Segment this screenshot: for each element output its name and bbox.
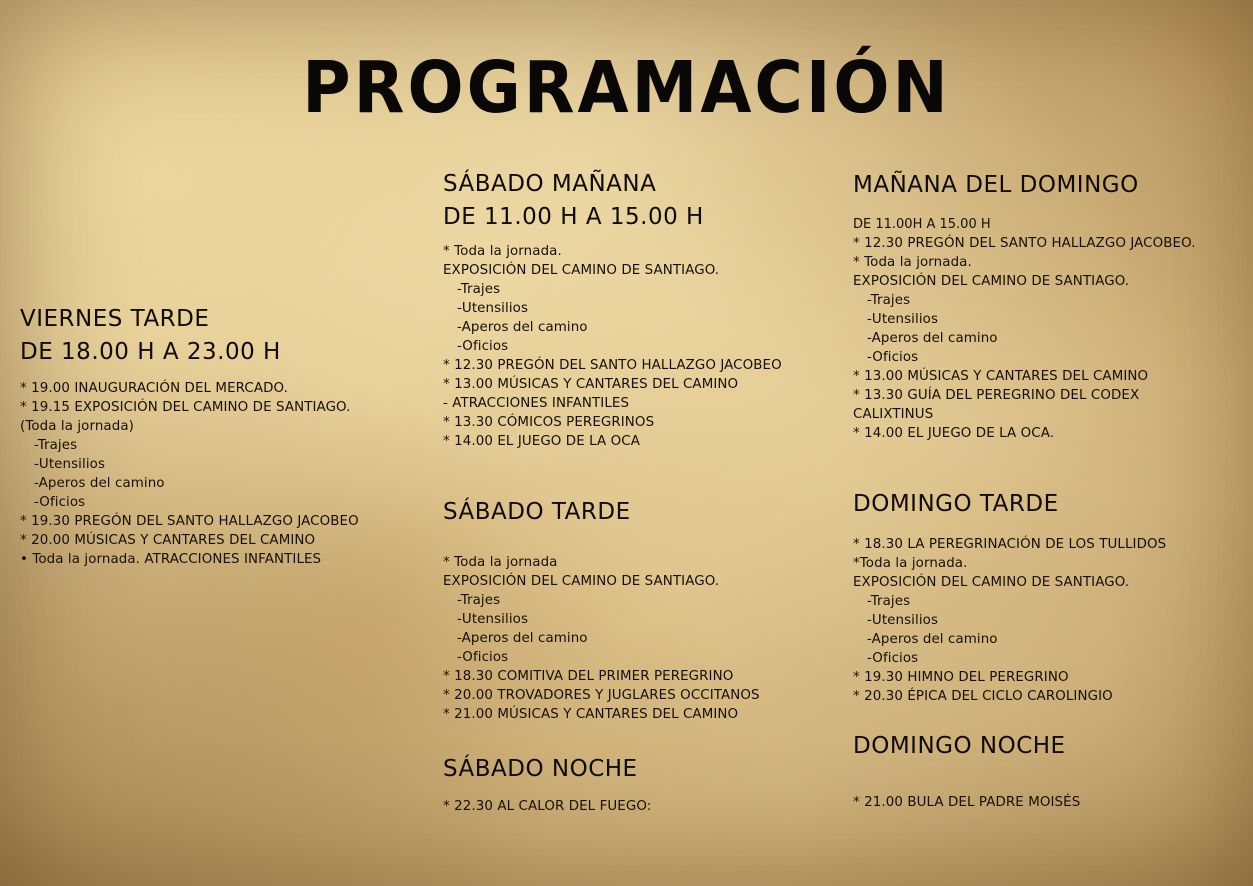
event-subitem: -Aperos del camino bbox=[34, 476, 165, 491]
section-sabado-noche bbox=[443, 753, 843, 816]
section-heading: DOMINGO TARDE bbox=[853, 491, 1059, 517]
event-line: EXPOSICIÓN DEL CAMINO DE SANTIAGO. bbox=[443, 263, 720, 278]
event-list bbox=[443, 242, 843, 451]
event-list bbox=[443, 553, 843, 724]
event-line: * 13.00 MÚSICAS Y CANTARES DEL CAMINO bbox=[443, 377, 739, 392]
event-line: CALIXTINUS bbox=[853, 407, 934, 422]
section-heading: SÁBADO TARDE bbox=[443, 499, 631, 525]
event-line: * 14.00 EL JUEGO DE LA OCA. bbox=[853, 426, 1055, 441]
section-domingo-noche bbox=[853, 730, 1248, 812]
event-line: * Toda la jornada. bbox=[443, 244, 562, 259]
event-list bbox=[20, 379, 420, 569]
event-line: * Toda la jornada bbox=[443, 555, 558, 570]
event-line: EXPOSICIÓN DEL CAMINO DE SANTIAGO. bbox=[853, 575, 1130, 590]
event-subitem: -Trajes bbox=[867, 594, 911, 609]
event-line: * 19.15 EXPOSICIÓN DEL CAMINO DE SANTIAGO. bbox=[20, 400, 351, 415]
section-viernes-tarde bbox=[20, 303, 420, 569]
section-heading: MAÑANA DEL DOMINGO bbox=[853, 172, 1139, 198]
event-line: * 19.00 INAUGURACIÓN DEL MERCADO. bbox=[20, 381, 288, 396]
event-subitem: -Oficios bbox=[34, 495, 86, 510]
section-heading: VIERNES TARDE bbox=[20, 306, 210, 332]
section-time-range: DE 11.00 H A 15.00 H bbox=[443, 204, 704, 230]
event-line: * 19.30 HIMNO DEL PEREGRINO bbox=[853, 670, 1069, 685]
event-line: * Toda la jornada. bbox=[853, 255, 972, 270]
event-line: * 22.30 AL CALOR DEL FUEGO: bbox=[443, 799, 652, 814]
event-line: (Toda la jornada) bbox=[20, 419, 134, 434]
event-line: * 21.00 BULA DEL PADRE MOISÉS bbox=[853, 795, 1081, 810]
event-subitem: -Aperos del camino bbox=[457, 631, 588, 646]
event-line: * 20.00 TROVADORES Y JUGLARES OCCITANOS bbox=[443, 688, 760, 703]
event-list bbox=[853, 793, 1248, 812]
event-subitem: -Oficios bbox=[867, 350, 919, 365]
event-subitem: -Utensilios bbox=[457, 612, 529, 627]
event-line: * 18.30 COMITIVA DEL PRIMER PEREGRINO bbox=[443, 669, 734, 684]
event-line: * 18.30 LA PEREGRINACIÓN DE LOS TULLIDOS bbox=[853, 537, 1167, 552]
event-line: * 19.30 PREGÓN DEL SANTO HALLAZGO JACOBEO bbox=[20, 514, 359, 529]
event-list bbox=[853, 535, 1248, 706]
event-line: * 20.00 MÚSICAS Y CANTARES DEL CAMINO bbox=[20, 533, 316, 548]
section-domingo-tarde bbox=[853, 488, 1248, 706]
event-subitem: -Trajes bbox=[34, 438, 78, 453]
event-line: EXPOSICIÓN DEL CAMINO DE SANTIAGO. bbox=[853, 274, 1130, 289]
event-line: * 20.30 ÉPICA DEL CICLO CAROLINGIO bbox=[853, 689, 1113, 704]
event-line: *Toda la jornada. bbox=[853, 556, 968, 571]
event-subitem: -Aperos del camino bbox=[867, 331, 998, 346]
event-subitem: -Utensilios bbox=[457, 301, 529, 316]
event-line: * 14.00 EL JUEGO DE LA OCA bbox=[443, 434, 640, 449]
event-line: * 13.30 GUÍA DEL PEREGRINO DEL CODEX bbox=[853, 388, 1140, 403]
section-sabado-tarde bbox=[443, 496, 843, 724]
section-sabado-manana bbox=[443, 168, 843, 451]
event-subitem: -Trajes bbox=[457, 593, 501, 608]
event-line: - ATRACCIONES INFANTILES bbox=[443, 396, 630, 411]
event-subitem: -Utensilios bbox=[867, 613, 939, 628]
event-subitem: -Aperos del camino bbox=[867, 632, 998, 647]
event-subitem: -Oficios bbox=[457, 650, 509, 665]
event-line: * 12.30 PREGÓN DEL SANTO HALLAZGO JACOBEO bbox=[443, 358, 782, 373]
section-time-range: DE 18.00 H A 23.00 H bbox=[20, 339, 281, 365]
section-time-range: DE 11.00H A 15.00 H bbox=[853, 217, 991, 232]
event-line: * 12.30 PREGÓN DEL SANTO HALLAZGO JACOBEO. bbox=[853, 236, 1196, 251]
event-list bbox=[853, 234, 1248, 443]
event-list bbox=[443, 797, 843, 816]
event-line: * 13.30 CÓMICOS PEREGRINOS bbox=[443, 415, 655, 430]
page-title: PROGRAMACIÓN bbox=[302, 45, 951, 130]
section-heading: SÁBADO NOCHE bbox=[443, 756, 638, 782]
event-subitem: -Oficios bbox=[457, 339, 509, 354]
event-subitem: -Utensilios bbox=[867, 312, 939, 327]
event-subitem: -Utensilios bbox=[34, 457, 106, 472]
event-line: EXPOSICIÓN DEL CAMINO DE SANTIAGO. bbox=[443, 574, 720, 589]
section-manana-domingo bbox=[853, 169, 1248, 443]
event-subitem: -Aperos del camino bbox=[457, 320, 588, 335]
section-heading: SÁBADO MAÑANA bbox=[443, 171, 657, 197]
event-line: • Toda la jornada. ATRACCIONES INFANTILES bbox=[20, 552, 322, 567]
section-heading: DOMINGO NOCHE bbox=[853, 733, 1066, 759]
event-subitem: -Trajes bbox=[867, 293, 911, 308]
event-line: * 21.00 MÚSICAS Y CANTARES DEL CAMINO bbox=[443, 707, 739, 722]
event-subitem: -Trajes bbox=[457, 282, 501, 297]
event-line: * 13.00 MÚSICAS Y CANTARES DEL CAMINO bbox=[853, 369, 1149, 384]
event-subitem: -Oficios bbox=[867, 651, 919, 666]
